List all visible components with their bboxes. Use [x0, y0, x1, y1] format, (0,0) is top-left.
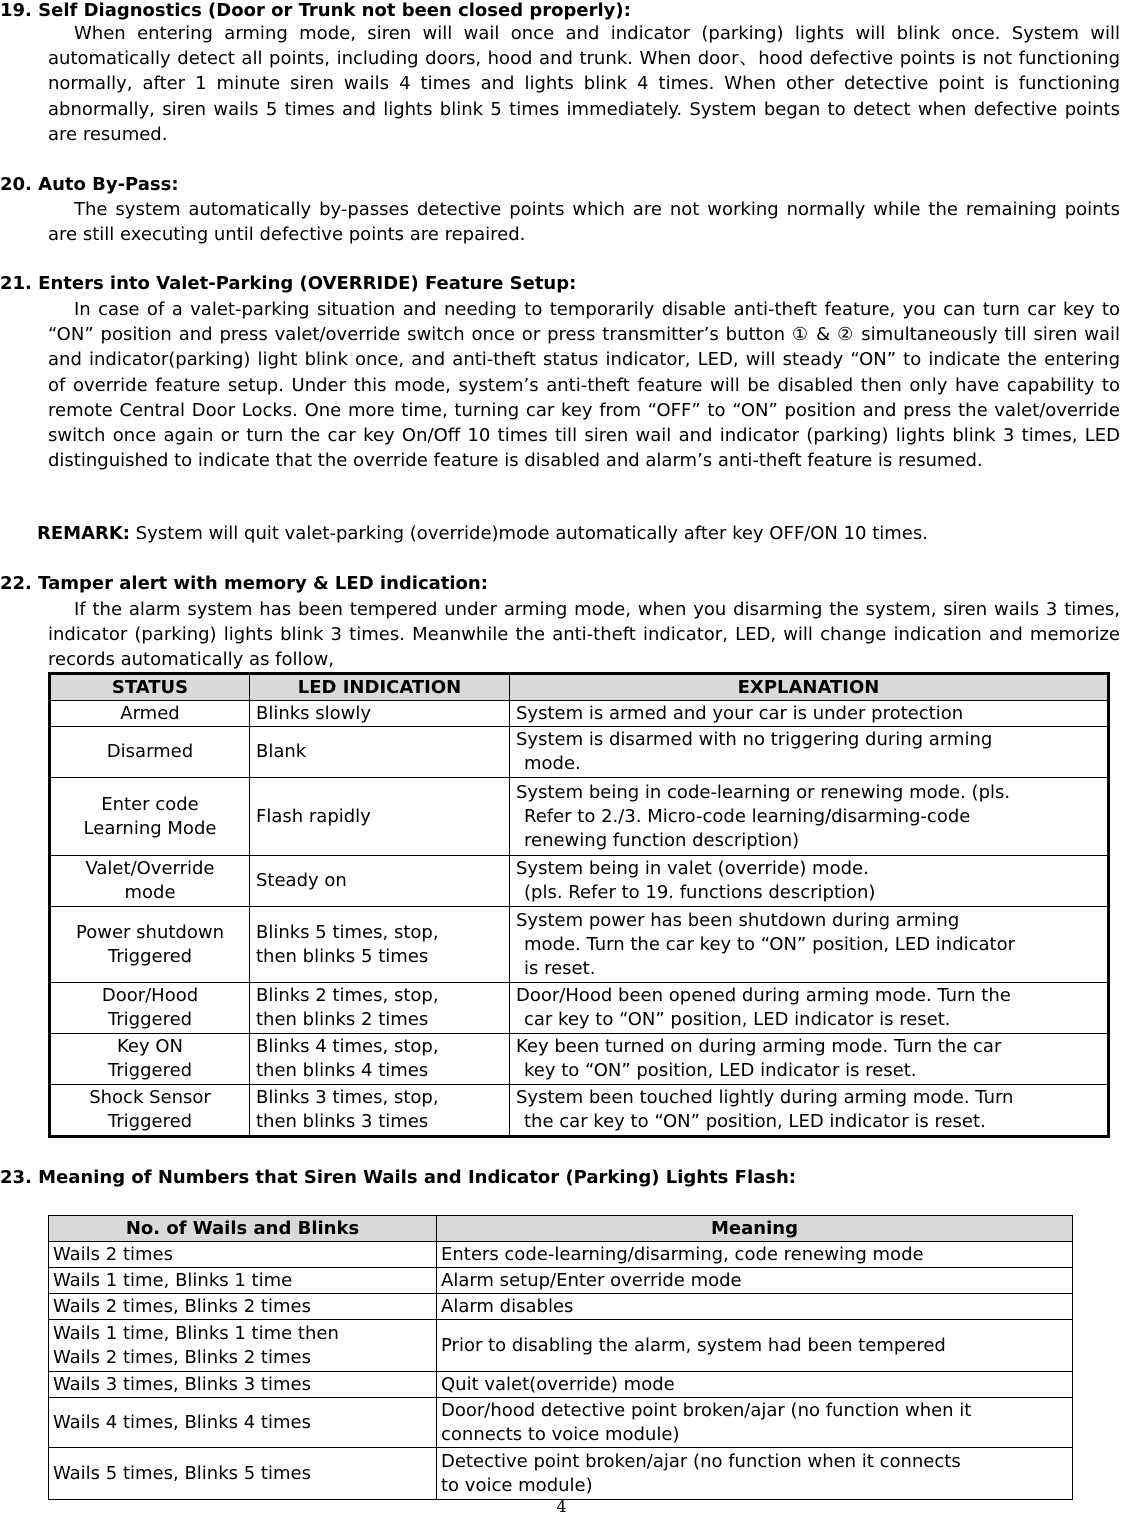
wails-cell-line: Wails 2 times, Blinks 2 times: [53, 1295, 311, 1317]
meaning-cell: [437, 1242, 1073, 1268]
wails-cell: [49, 1372, 437, 1398]
explanation-cell-line: renewing function description): [524, 829, 800, 851]
status-cell-line: Triggered: [107, 945, 193, 967]
status-cell-line: Valet/Override: [85, 858, 215, 879]
table-row: [49, 1320, 1073, 1372]
led-indication-table: [48, 672, 1110, 1138]
header-wails-blinks: No. of Wails and Blinks: [49, 1216, 437, 1242]
explanation-cell: [510, 701, 1109, 727]
status-cell-line: Key ON: [117, 1036, 183, 1057]
explanation-cell: [510, 1085, 1109, 1137]
meaning-cell-line: connects to voice module): [441, 1423, 680, 1445]
explanation-cell: [510, 907, 1109, 983]
explanation-cell-line: System power has been shutdown during arming: [516, 909, 960, 931]
table-row: [50, 727, 1109, 778]
explanation-cell-line: System is disarmed with no triggering during arming: [516, 729, 993, 750]
section-23-heading: 23. Meaning of Numbers that Siren Wails and Indicator (Parking) Lights Flash:: [0, 1167, 796, 1188]
led-cell-line: Steady on: [256, 870, 347, 891]
table-row: [50, 983, 1109, 1034]
section-21-heading: 21. Enters into Valet-Parking (OVERRIDE) Feature Setup:: [0, 273, 577, 294]
status-cell-line: Enter code: [101, 793, 199, 815]
explanation-cell: [510, 856, 1109, 907]
led-cell: [250, 1034, 510, 1085]
wails-cell-line: Wails 4 times, Blinks 4 times: [53, 1411, 311, 1433]
remark-label: REMARK:: [37, 523, 131, 544]
status-cell: [50, 778, 250, 856]
status-cell: [50, 983, 250, 1034]
wails-cell: [49, 1294, 437, 1320]
table-row: [50, 1085, 1109, 1137]
header-status: STATUS: [50, 674, 250, 701]
meaning-cell: [437, 1320, 1073, 1372]
meaning-cell-line: Door/hood detective point broken/ajar (no function when it: [441, 1399, 972, 1421]
table-header-row: [49, 1216, 1073, 1242]
status-cell-line: Disarmed: [106, 741, 194, 762]
meaning-cell-line: Enters code-learning/disarming, code renewing mode: [441, 1243, 924, 1265]
explanation-cell-line: System is armed and your car is under protection: [516, 702, 964, 724]
explanation-cell-line: is reset.: [524, 957, 596, 979]
status-cell-line: Triggered: [107, 1060, 193, 1081]
led-cell-line: Blinks 5 times, stop,: [256, 921, 439, 943]
explanation-cell-line: Refer to 2./3. Micro-code learning/disarming-code: [524, 805, 971, 827]
table-row: [49, 1268, 1073, 1294]
meaning-cell: [437, 1294, 1073, 1320]
led-cell-line: then blinks 3 times: [256, 1111, 429, 1132]
wails-cell: [49, 1268, 437, 1294]
wails-meaning-table: [48, 1215, 1073, 1500]
explanation-cell-line: Door/Hood been opened during arming mode. Turn the: [516, 985, 1011, 1006]
led-cell: [250, 701, 510, 727]
led-cell-line: then blinks 4 times: [256, 1060, 429, 1081]
status-cell-line: Triggered: [107, 1111, 193, 1132]
explanation-cell-line: mode. Turn the car key to “ON” position, LED indicator: [524, 933, 1016, 955]
wails-cell: [49, 1398, 437, 1448]
meaning-cell-line: Detective point broken/ajar (no function when it connects: [441, 1450, 961, 1472]
meaning-cell: [437, 1372, 1073, 1398]
section-20-body: The system automatically by-passes detective points which are not working normally while the remaining points are still executing until defective points are repaired.: [48, 199, 1120, 246]
status-cell: [50, 907, 250, 983]
header-meaning: Meaning: [437, 1216, 1073, 1242]
led-cell: [250, 727, 510, 778]
explanation-cell-line: car key to “ON” position, LED indicator is reset.: [524, 1009, 951, 1030]
section-22-heading: 22. Tamper alert with memory & LED indication:: [0, 573, 488, 594]
status-cell-line: Power shutdown: [76, 921, 224, 943]
led-cell-line: Blinks 4 times, stop,: [256, 1036, 439, 1057]
section-20-heading: 20. Auto By-Pass:: [0, 174, 179, 195]
table-row: [49, 1398, 1073, 1448]
led-cell-line: Blank: [256, 741, 307, 762]
wails-cell-line: Wails 5 times, Blinks 5 times: [53, 1462, 311, 1484]
meaning-cell: [437, 1448, 1073, 1500]
wails-cell: [49, 1320, 437, 1372]
status-cell: [50, 727, 250, 778]
table-row: [49, 1294, 1073, 1320]
section-22-body: If the alarm system has been tempered under arming mode, when you disarming the system, siren wails 3 times, indicator (parking) lights blink 3 times. Meanwhile the anti-theft indicator, LED, will change indication and memorize records automatically as follow,: [48, 599, 1120, 671]
meaning-cell-line: Alarm disables: [441, 1295, 574, 1317]
wails-cell-line: Wails 3 times, Blinks 3 times: [53, 1373, 311, 1395]
section-19-heading: 19. Self Diagnostics (Door or Trunk not been closed properly):: [0, 0, 631, 21]
meaning-cell: [437, 1268, 1073, 1294]
table-header-row: [50, 674, 1109, 701]
section-21-body: In case of a valet-parking situation and needing to temporarily disable anti-theft feature, you can turn car key to “ON” position and press valet/override switch once or press transmitter’s button ① & ② simultaneously till siren wail and indicator(parking) light blink once, and anti-theft status indicator, LED, will steady “ON” to indicate the entering of override feature setup. Under this mode, system’s anti-theft feature will be disabled then only have capability to remote Central Door Locks. One more time, turning car key from “OFF” to “ON” position and press the valet/override switch once again or turn the car key On/Off 10 times till siren wail and indicator (parking) lights blink 3 times, LED distinguished to indicate that the override feature is disabled and alarm’s anti-theft feature is resumed.: [48, 299, 1120, 472]
led-cell: [250, 1085, 510, 1137]
meaning-cell: [437, 1398, 1073, 1448]
table-row: [49, 1372, 1073, 1398]
status-cell-line: Learning Mode: [83, 817, 217, 839]
explanation-cell-line: the car key to “ON” position, LED indicator is reset.: [524, 1111, 986, 1132]
led-cell-line: Blinks slowly: [256, 702, 372, 724]
led-cell-line: then blinks 5 times: [256, 945, 429, 967]
led-cell: [250, 907, 510, 983]
led-cell: [250, 778, 510, 856]
status-cell: [50, 1085, 250, 1137]
meaning-cell-line: Alarm setup/Enter override mode: [441, 1269, 742, 1291]
led-cell: [250, 856, 510, 907]
table-row: [49, 1242, 1073, 1268]
table-row: [49, 1448, 1073, 1500]
explanation-cell-line: key to “ON” position, LED indicator is reset.: [524, 1060, 917, 1081]
page-number: 4: [556, 1497, 567, 1516]
wails-cell-line: Wails 2 times: [53, 1243, 173, 1265]
status-cell: [50, 856, 250, 907]
header-led-indication: LED INDICATION: [250, 674, 510, 701]
status-cell: [50, 701, 250, 727]
explanation-cell-line: mode.: [524, 753, 581, 774]
explanation-cell: [510, 1034, 1109, 1085]
table-row: [50, 907, 1109, 983]
section-19-body: When entering arming mode, siren will wail once and indicator (parking) lights will blink once. System will automatically detect all points, including doors, hood and trunk. When door、hood defective points is not functioning normally, after 1 minute siren wails 4 times and lights blink 4 times. When other detective point is functioning abnormally, siren wails 5 times and lights blink 5 times immediately. System began to detect when defective points are resumed.: [48, 23, 1120, 145]
led-cell-line: Blinks 3 times, stop,: [256, 1087, 439, 1108]
explanation-cell: [510, 727, 1109, 778]
meaning-cell-line: to voice module): [441, 1474, 593, 1496]
status-cell-line: Armed: [120, 702, 180, 724]
led-cell-line: Flash rapidly: [256, 805, 371, 827]
table-row: [50, 856, 1109, 907]
wails-cell-line: Wails 2 times, Blinks 2 times: [53, 1346, 311, 1368]
explanation-cell-line: System been touched lightly during arming mode. Turn: [516, 1087, 1014, 1108]
meaning-cell-line: Quit valet(override) mode: [441, 1373, 675, 1395]
header-explanation: EXPLANATION: [510, 674, 1109, 701]
status-cell-line: Door/Hood: [101, 985, 199, 1006]
led-cell: [250, 983, 510, 1034]
explanation-cell-line: Key been turned on during arming mode. Turn the car: [516, 1036, 1002, 1057]
wails-cell: [49, 1242, 437, 1268]
explanation-cell-line: System being in code-learning or renewing mode. (pls.: [516, 781, 1011, 803]
table-row: [50, 778, 1109, 856]
led-cell-line: then blinks 2 times: [256, 1009, 429, 1030]
explanation-cell: [510, 778, 1109, 856]
status-cell-line: Triggered: [107, 1009, 193, 1030]
explanation-cell-line: System being in valet (override) mode.: [516, 858, 869, 879]
status-cell: [50, 1034, 250, 1085]
led-cell-line: Blinks 2 times, stop,: [256, 985, 439, 1006]
table-row: [50, 1034, 1109, 1085]
wails-cell-line: Wails 1 time, Blinks 1 time then: [53, 1322, 339, 1344]
status-cell-line: Shock Sensor: [89, 1087, 211, 1108]
table-row: [50, 701, 1109, 727]
section-21-remark: [37, 523, 928, 544]
explanation-cell: [510, 983, 1109, 1034]
remark-text: System will quit valet-parking (override)mode automatically after key OFF/ON 10 times.: [130, 523, 928, 544]
wails-cell-line: Wails 1 time, Blinks 1 time: [53, 1269, 293, 1291]
wails-cell: [49, 1448, 437, 1500]
explanation-cell-line: (pls. Refer to 19. functions description): [524, 882, 876, 903]
meaning-cell-line: Prior to disabling the alarm, system had been tempered: [441, 1334, 946, 1356]
status-cell-line: mode: [124, 882, 176, 903]
